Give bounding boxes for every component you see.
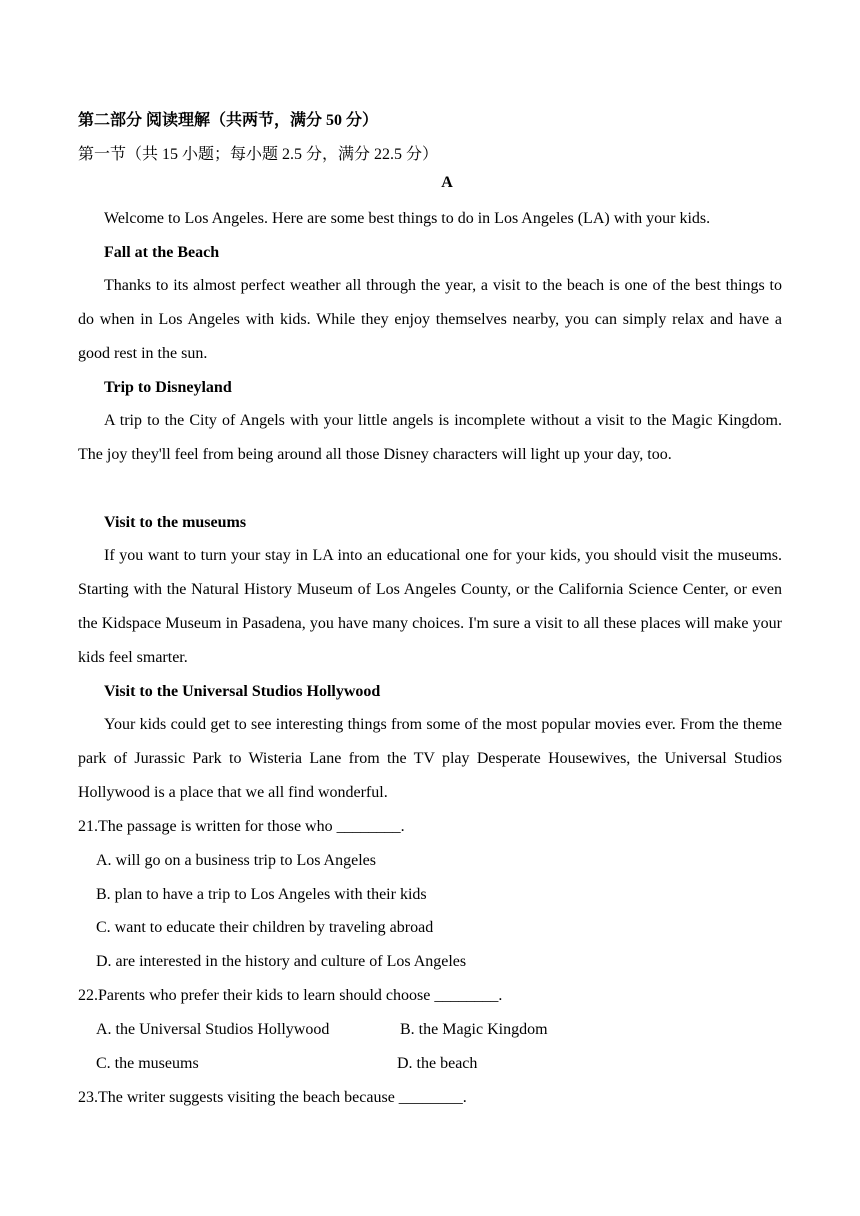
section-heading-beach: Fall at the Beach <box>104 244 220 261</box>
section-text-universal: Your kids could get to see interesting things from some of the most popular movies ever. From the theme park of Jurassic Park to Wisteria Lane from the TV play Desperate Housewives, the Universal Studios Hollywood is a place that we all find wonderful. <box>78 716 782 801</box>
passage-intro: Welcome to Los Angeles. Here are some best things to do in Los Angeles (LA) with your kids. <box>104 210 711 227</box>
section-text-museums: If you want to turn your stay in LA into an educational one for your kids, you should visit the museums. Starting with the Natural History Museum of Los Angeles County, or the California Science Center, or even the Kidspace Museum in Pasadena, you have many choices. I'm sure a visit to all these places will make your kids feel smarter. <box>78 547 782 666</box>
section-text-disneyland: A trip to the City of Angels with your little angels is incomplete without a visit to the Magic Kingdom. The joy they'll feel from being around all those Disney characters will light up your day, too. <box>78 412 782 463</box>
section-text-beach: Thanks to its almost perfect weather all through the year, a visit to the beach is one of the best things to do when in Los Angeles with kids. While they enjoy themselves nearby, you can simply relax and have a good rest in the sun. <box>78 277 782 362</box>
question-23-stem: 23.The writer suggests visiting the beach because ________. <box>78 1089 467 1106</box>
section-title: 第一节（共 15 小题；每小题 2.5 分，满分 22.5 分） <box>78 146 439 163</box>
question-21-option-d: D. are interested in the history and culture of Los Angeles <box>96 953 467 970</box>
question-22-option-b: B. the Magic Kingdom <box>400 1021 548 1038</box>
question-22-option-a: A. the Universal Studios Hollywood <box>96 1021 330 1038</box>
question-22-stem: 22.Parents who prefer their kids to learn should choose ________. <box>78 987 503 1004</box>
question-22-option-d: D. the beach <box>397 1055 478 1072</box>
question-22-option-c: C. the museums <box>96 1055 199 1072</box>
question-21-stem: 21.The passage is written for those who ________. <box>78 818 405 835</box>
part-title: 第二部分 阅读理解（共两节，满分 50 分） <box>78 112 379 129</box>
question-21-option-c: C. want to educate their children by traveling abroad <box>96 919 434 936</box>
section-heading-universal: Visit to the Universal Studios Hollywood <box>104 683 381 700</box>
section-heading-museums: Visit to the museums <box>104 514 247 531</box>
passage-label: A <box>441 174 453 191</box>
question-21-option-b: B. plan to have a trip to Los Angeles with their kids <box>96 886 427 903</box>
question-21-option-a: A. will go on a business trip to Los Angeles <box>96 852 376 869</box>
section-heading-disneyland: Trip to Disneyland <box>104 379 232 396</box>
